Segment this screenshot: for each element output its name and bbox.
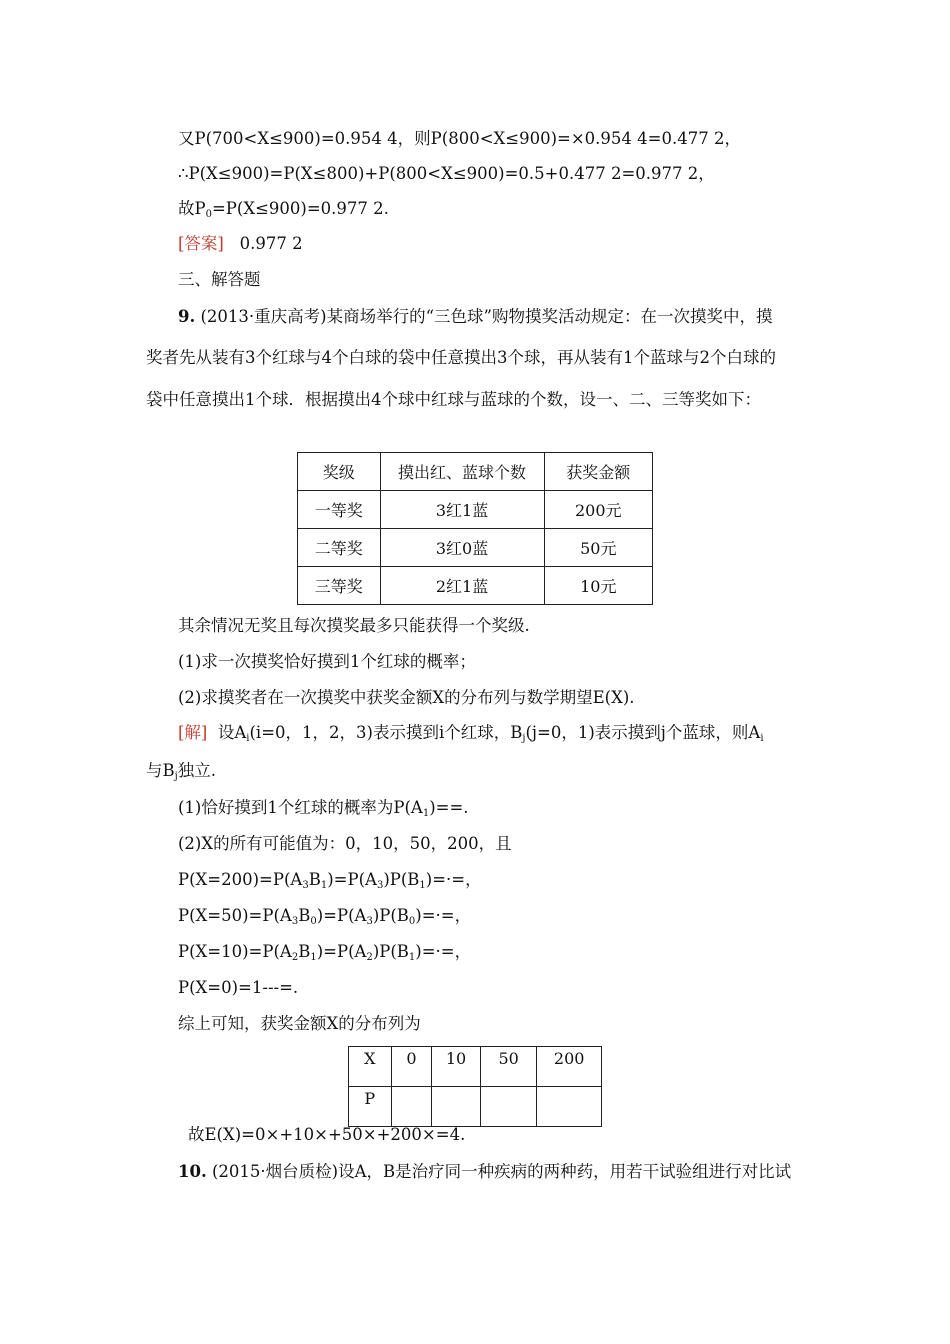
table-cell: 0 [391, 1047, 432, 1087]
subscript: i [246, 733, 250, 744]
text: (i=0，1，2，3)表示摸到i个红球，B [249, 723, 523, 742]
table-row [349, 1047, 602, 1087]
solution-tag: [解] [178, 723, 208, 742]
table-cell [480, 1087, 537, 1127]
text: 设A [217, 723, 247, 742]
text: )=P(A [316, 906, 367, 925]
text-line: ∴P(X≤900)=P(X≤800)+P(800<X≤900)=0.5+0.477 2=0.977 2， [178, 164, 715, 183]
table-cell: 50 [480, 1047, 537, 1087]
question-number: 10. [178, 1162, 207, 1181]
table-header-row [298, 453, 653, 491]
table-header: 摸出红、蓝球个数 [380, 453, 544, 491]
subscript: 3 [366, 916, 373, 927]
text: P(X=200)=P(A [178, 870, 303, 889]
text-line: (2)X的所有可能值为：0，10，50，200，且 [178, 834, 512, 853]
text-line: 又P(700<X≤900)=0.954 4，则P(800<X≤900)=×0.954 4=0.477 2， [178, 129, 741, 148]
question-9-line [178, 306, 772, 328]
text: )=P(A [327, 870, 377, 889]
text-line: 袋中任意摸出1个球．根据摸出4个球中红球与蓝球的个数，设一、二、三等奖如下： [146, 390, 761, 409]
text: )=·=， [415, 906, 472, 925]
text: )P(B [383, 870, 420, 889]
subscript: 1 [310, 952, 317, 963]
table-cell [391, 1087, 432, 1127]
prize-table [297, 452, 653, 605]
subscript: 3 [302, 880, 309, 891]
subscript: 2 [291, 952, 299, 963]
text: B [308, 870, 321, 889]
section-heading: 三、解答题 [178, 270, 261, 289]
text-line: (1)求一次摸奖恰好摸到1个红球的概率； [178, 652, 476, 671]
table-cell [537, 1087, 602, 1127]
table-cell: 50元 [544, 529, 652, 567]
text-line: 其余情况无奖且每次摸奖最多只能获得一个奖级. [178, 616, 530, 635]
formula-line [178, 869, 482, 891]
table-cell: 三等奖 [298, 567, 381, 605]
text: (1)恰好摸到1个红球的概率为P(A [178, 798, 423, 817]
table-row [298, 491, 653, 529]
text-line [146, 760, 216, 782]
table-row [298, 529, 653, 567]
table-row [298, 567, 653, 605]
text: 独立. [177, 761, 216, 780]
subscript: 0 [408, 916, 416, 927]
text-line: 故E(X)=0×+10×+50×+200×=4. [188, 1125, 466, 1144]
text: )==. [429, 798, 469, 817]
table-cell: 10元 [544, 567, 652, 605]
text: )P(B [372, 906, 409, 925]
subscript: 1 [320, 880, 328, 891]
text: (2015·烟台质检)设A，B是治疗同一种疾病的两种药，用若干试验组进行对比试 [211, 1162, 792, 1181]
text-line [178, 797, 469, 819]
table-cell: 二等奖 [298, 529, 381, 567]
text: (j=0，1)表示摸到j个蓝球，则A [525, 723, 761, 742]
table-cell: 200元 [544, 491, 652, 529]
table-cell: X [349, 1047, 392, 1087]
question-10-line [178, 1161, 791, 1183]
table-cell: P [349, 1087, 392, 1127]
subscript: i [760, 733, 764, 744]
table-cell: 一等奖 [298, 491, 381, 529]
table-header: 奖级 [298, 453, 381, 491]
text-line: 综上可知，获奖金额X的分布列为 [178, 1014, 421, 1033]
table-header: 获奖金额 [544, 453, 652, 491]
formula-line: P(X=0)=1---=. [178, 978, 299, 997]
text: B [298, 942, 311, 961]
subscript: j [174, 771, 178, 782]
table-cell: 200 [537, 1047, 602, 1087]
text: )=·=， [425, 870, 482, 889]
text-line [178, 198, 389, 220]
text: B [298, 906, 311, 925]
distribution-table [348, 1046, 602, 1127]
text-line: 奖者先从装有3个红球与4个白球的袋中任意摸出3个球，再从装有1个蓝球与2个白球的 [146, 348, 776, 367]
text: =P(X≤900)=0.977 2. [211, 199, 389, 218]
text: P(X=10)=P(A [178, 942, 292, 961]
text: (2013·重庆高考)某商场举行的“三色球”购物摸奖活动规定：在一次摸奖中，摸 [200, 307, 773, 326]
text: P(X=50)=P(A [178, 906, 292, 925]
question-number: 9. [178, 307, 196, 326]
subscript: 1 [408, 952, 416, 963]
formula-line [178, 941, 471, 963]
text: 与B [146, 761, 175, 780]
subscript: 0 [205, 209, 212, 220]
text-line: (2)求摸奖者在一次摸奖中获奖金额X的分布列与数学期望E(X). [178, 688, 635, 707]
subscript: j [522, 733, 526, 744]
answer-line [178, 233, 303, 255]
text: )P(B [372, 942, 409, 961]
text: )=·=， [415, 942, 472, 961]
table-row [349, 1087, 602, 1127]
formula-line [178, 905, 471, 927]
table-cell: 3红0蓝 [380, 529, 544, 567]
subscript: 1 [419, 880, 426, 891]
table-cell: 10 [432, 1047, 481, 1087]
solution-line [178, 722, 764, 744]
subscript: 3 [291, 916, 299, 927]
table-cell: 3红1蓝 [380, 491, 544, 529]
text: )=P(A [316, 942, 367, 961]
text: 故P [178, 199, 206, 218]
subscript: 2 [366, 952, 373, 963]
answer-tag: [答案] [178, 234, 224, 253]
table-cell [432, 1087, 481, 1127]
answer-value: 0.977 2 [239, 234, 303, 253]
subscript: 0 [310, 916, 317, 927]
subscript: 3 [376, 880, 384, 891]
subscript: 1 [422, 808, 430, 819]
table-cell: 2红1蓝 [380, 567, 544, 605]
